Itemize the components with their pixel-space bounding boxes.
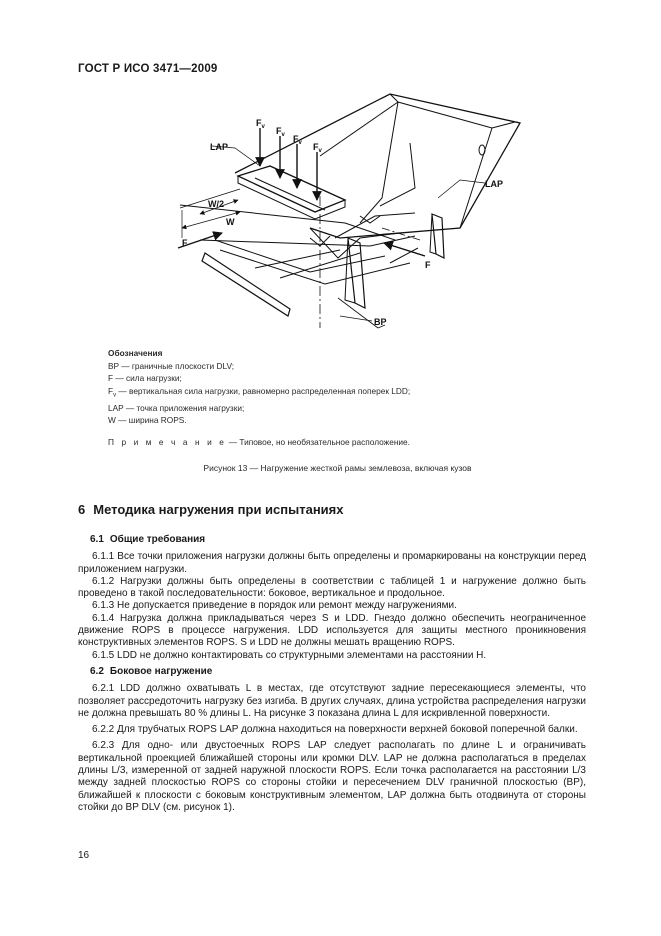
- fv-label-2: $F_v$: [276, 126, 285, 138]
- legend-item-lap: LAP — точка приложения нагрузки;: [108, 402, 245, 413]
- legend-fv-symbol: F: [108, 385, 114, 396]
- note-label: П р и м е ч а н и е: [108, 436, 227, 447]
- legend-item-fv: [108, 385, 568, 402]
- legend-title: Обозначения: [108, 348, 163, 358]
- lap-left-label: LAP: [210, 142, 228, 152]
- figure-note: [108, 436, 568, 449]
- figure-legend: [108, 347, 568, 448]
- lap-right-label: LAP: [485, 179, 503, 189]
- figure-13: [160, 88, 530, 336]
- paragraph-6-2-1: 6.2.1 LDD должно охватывать L в местах, где отсутствуют задние пересекающиеся элементы, что позволяет рассредоточить нагрузку без изгиба. В других случаях, длина устройства распределения нагрузки не должна превышать 80 % длины L. На рисунке 3 показана длина L для искривленной поверхности.: [78, 683, 586, 719]
- section-body: [78, 530, 586, 814]
- f-right-label: F: [425, 260, 431, 270]
- paragraph-6-1-1: 6.1.1 Все точки приложения нагрузки должны быть определены и промаркированы на конструкции перед приложением нагрузки.: [78, 551, 586, 575]
- paragraph-6-2-2: 6.2.2 Для трубчатых ROPS LAP должна находиться на поверхности верхней боковой поперечной балки.: [92, 724, 578, 736]
- standard-code: ГОСТ Р ИСО 3471—2009: [78, 63, 218, 75]
- legend-item-bp: BP — граничные плоскости DLV;: [108, 360, 235, 371]
- fv-label-1: $F_v$: [256, 118, 265, 130]
- legend-fv-dash: —: [116, 385, 127, 396]
- paragraph-6-1-3: 6.1.3 Не допускается приведение в порядок или ремонт между нагружениями.: [92, 600, 457, 612]
- w2-label: W/2: [208, 199, 225, 209]
- w-label: W: [226, 217, 235, 227]
- legend-item-w: W — ширина ROPS.: [108, 415, 187, 426]
- subsection-heading-6-1: 6.1 Общие требования: [90, 534, 206, 545]
- legend-fv-subscript: v: [113, 392, 117, 399]
- note-text: — Типовое, но необязательное расположение.: [226, 436, 410, 447]
- fv-label-3: $F_v$: [293, 134, 302, 146]
- fv-label-4: $F_v$: [313, 142, 322, 154]
- paragraph-6-1-2: 6.1.2 Нагрузки должны быть определены в соответствии с таблицей 1 и нагружение должно быть проведено в такой последовательности: боковое, вертикальное и продольное.: [78, 575, 586, 600]
- section-heading: [78, 502, 343, 517]
- section-number: 6: [78, 502, 86, 517]
- section-title: Методика нагружения при испытаниях: [93, 502, 344, 517]
- subsection-heading-6-2: 6.2 Боковое нагружение: [90, 665, 213, 677]
- bp-label: BP: [374, 317, 387, 327]
- paragraph-6-1-4: 6.1.4 Нагрузка должна прикладываться через S и LDD. Гнездо должно обеспечить неограниченное движение ROPS в процессе нагружения. LDD используется для защиты местного проникновения конструктивных элементов ROPS. S и LDD не должны мешать вращению ROPS.: [78, 612, 586, 649]
- dump-truck-frame-drawing: [160, 88, 530, 336]
- paragraph-6-1-5: 6.1.5 LDD не должно контактировать со структурными элементами на расстоянии H.: [92, 649, 487, 661]
- legend-fv-text: вертикальная сила нагрузки, равномерно распределенная поперек LDD;: [129, 385, 411, 396]
- paragraph-6-2-3: 6.2.3 Для одно- или двустоечных ROPS LAP следует располагать по длине L и ограничивать вертикальной проекцией ближайшей стороны или кромки DLV. LAP не должна располагаться в пределах длины L/3, измеренной от задней наружной плоскости ROPS. Если точка располагается на расстоянии L/3 между задней плоскостью ROPS со стороны стойки и пересечением DLV граничной плоскостью (BP), ближайшей к плоскости с боковым конструктивным элементом, LAP должна быть отодвинута от стороны стойки до BP DLV (см. рисунок 1).: [78, 740, 586, 813]
- page-number: 16: [78, 850, 90, 861]
- legend-item-f: F — сила нагрузки;: [108, 373, 182, 383]
- f-left-label: F: [182, 238, 188, 248]
- figure-caption: Рисунок 13 — Нагружение жесткой рамы землевоза, включая кузов: [203, 463, 472, 473]
